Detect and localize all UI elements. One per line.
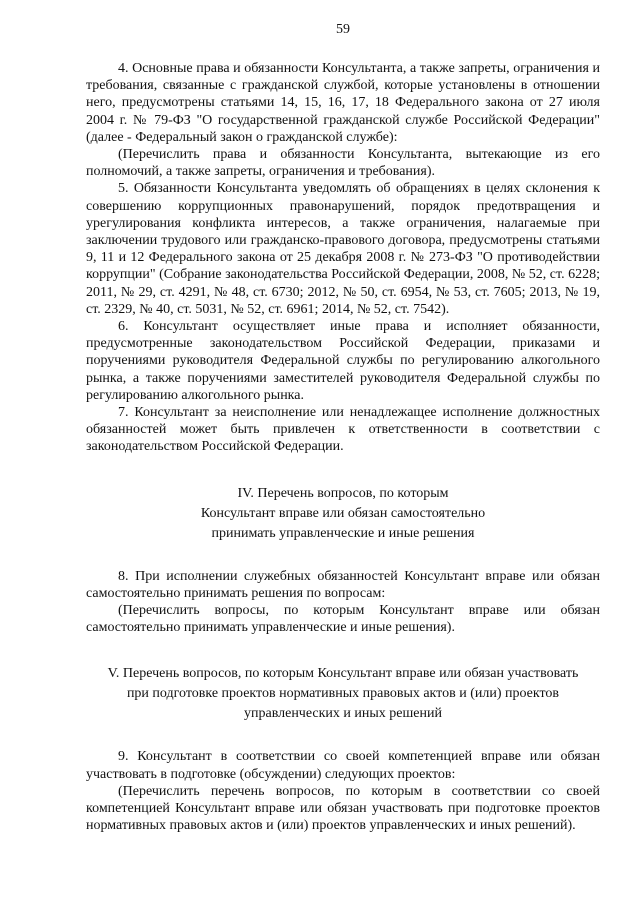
paragraph-8-instruction: (Перечислить вопросы, по которым Консультант вправе или обязан самостоятельно принимать управленческие и иные решения).	[86, 603, 600, 636]
section-4-heading	[86, 484, 600, 544]
paragraph-8-decisions: 8. При исполнении служебных обязанностей Консультант вправе или обязан самостоятельно принимать решения по вопросам:	[86, 568, 600, 601]
section-4-heading-line: Консультант вправе или обязан самостоятельно	[200, 505, 486, 521]
paragraph-4-rights: 4. Основные права и обязанности Консультанта, а также запреты, ограничения и требования, связанные с гражданской службой, которые установлены в отношении него, предусмотрены статьями 14, 15, 16, 17, 18 Федерального закона от 27 июля 2004 г. № 79-ФЗ "О государственной гражданской службе Российской Федерации" (далее - Федеральный закон о гражданской службе):	[86, 61, 600, 145]
paragraph-4-instruction: (Перечислить права и обязанности Консультанта, вытекающие из его полномочий, а также запреты, ограничения и требования).	[86, 147, 600, 180]
section-5-heading-line: V. Перечень вопросов, по которым Консультант вправе или обязан участвовать	[107, 666, 579, 682]
paragraph-7-responsibility: 7. Консультант за неисполнение или ненадлежащее исполнение должностных обязанностей может быть привлечен к ответственности в соответствии с законодательством Российской Федерации.	[86, 405, 600, 455]
paragraph-6-other-rights: 6. Консультант осуществляет иные права и исполняет обязанности, предусмотренные законодательством Российской Федерации, приказами и поручениями руководителя Федеральной службы по регулированию алкогольного рынка, а также поручениями заместителей руководителя Федеральной службы по регулированию алкогольного рынка.	[86, 319, 600, 403]
paragraph-5-anticorruption: 5. Обязанности Консультанта уведомлять об обращениях в целях склонения к совершению коррупционных правонарушений, порядок предотвращения и урегулирования конфликта интересов, а также ограничения, налагаемые при заключении трудового или гражданско-правового договора, предусмотрены статьями 9, 11 и 12 Федерального закона от 25 декабря 2008 г. № 273-ФЗ "О противодействии коррупции" (Собрание законодательства Российской Федерации, 2008, № 52, ст. 6228; 2011, № 29, ст. 4291, № 48, ст. 6730; 2012, № 50, ст. 6954, № 53, ст. 7605; 2013, № 19, ст. 2329, № 40, ст. 5031, № 52, ст. 6961; 2014, № 52, ст. 7542).	[86, 181, 600, 317]
section-5-heading-line: управленческих и иных решений	[243, 706, 442, 722]
paragraph-9-projects: 9. Консультант в соответствии со своей компетенцией вправе или обязан участвовать в подготовке (обсуждении) следующих проектов:	[86, 749, 600, 782]
section-4-heading-line: IV. Перечень вопросов, по которым	[237, 485, 449, 501]
paragraph-9-instruction: (Перечислить перечень вопросов, по которым в соответствии со своей компетенцией Консультант вправе или обязан участвовать при подготовке проектов нормативных правовых актов и (или) проектов управленческих и иных решений).	[86, 783, 600, 834]
section-5-heading	[86, 664, 600, 724]
section-5-heading-line: при подготовке проектов нормативных правовых актов и (или) проектов	[126, 686, 560, 702]
section-4-heading-line: принимать управленческие и иные решения	[211, 525, 475, 541]
page-number: 59	[336, 22, 350, 37]
